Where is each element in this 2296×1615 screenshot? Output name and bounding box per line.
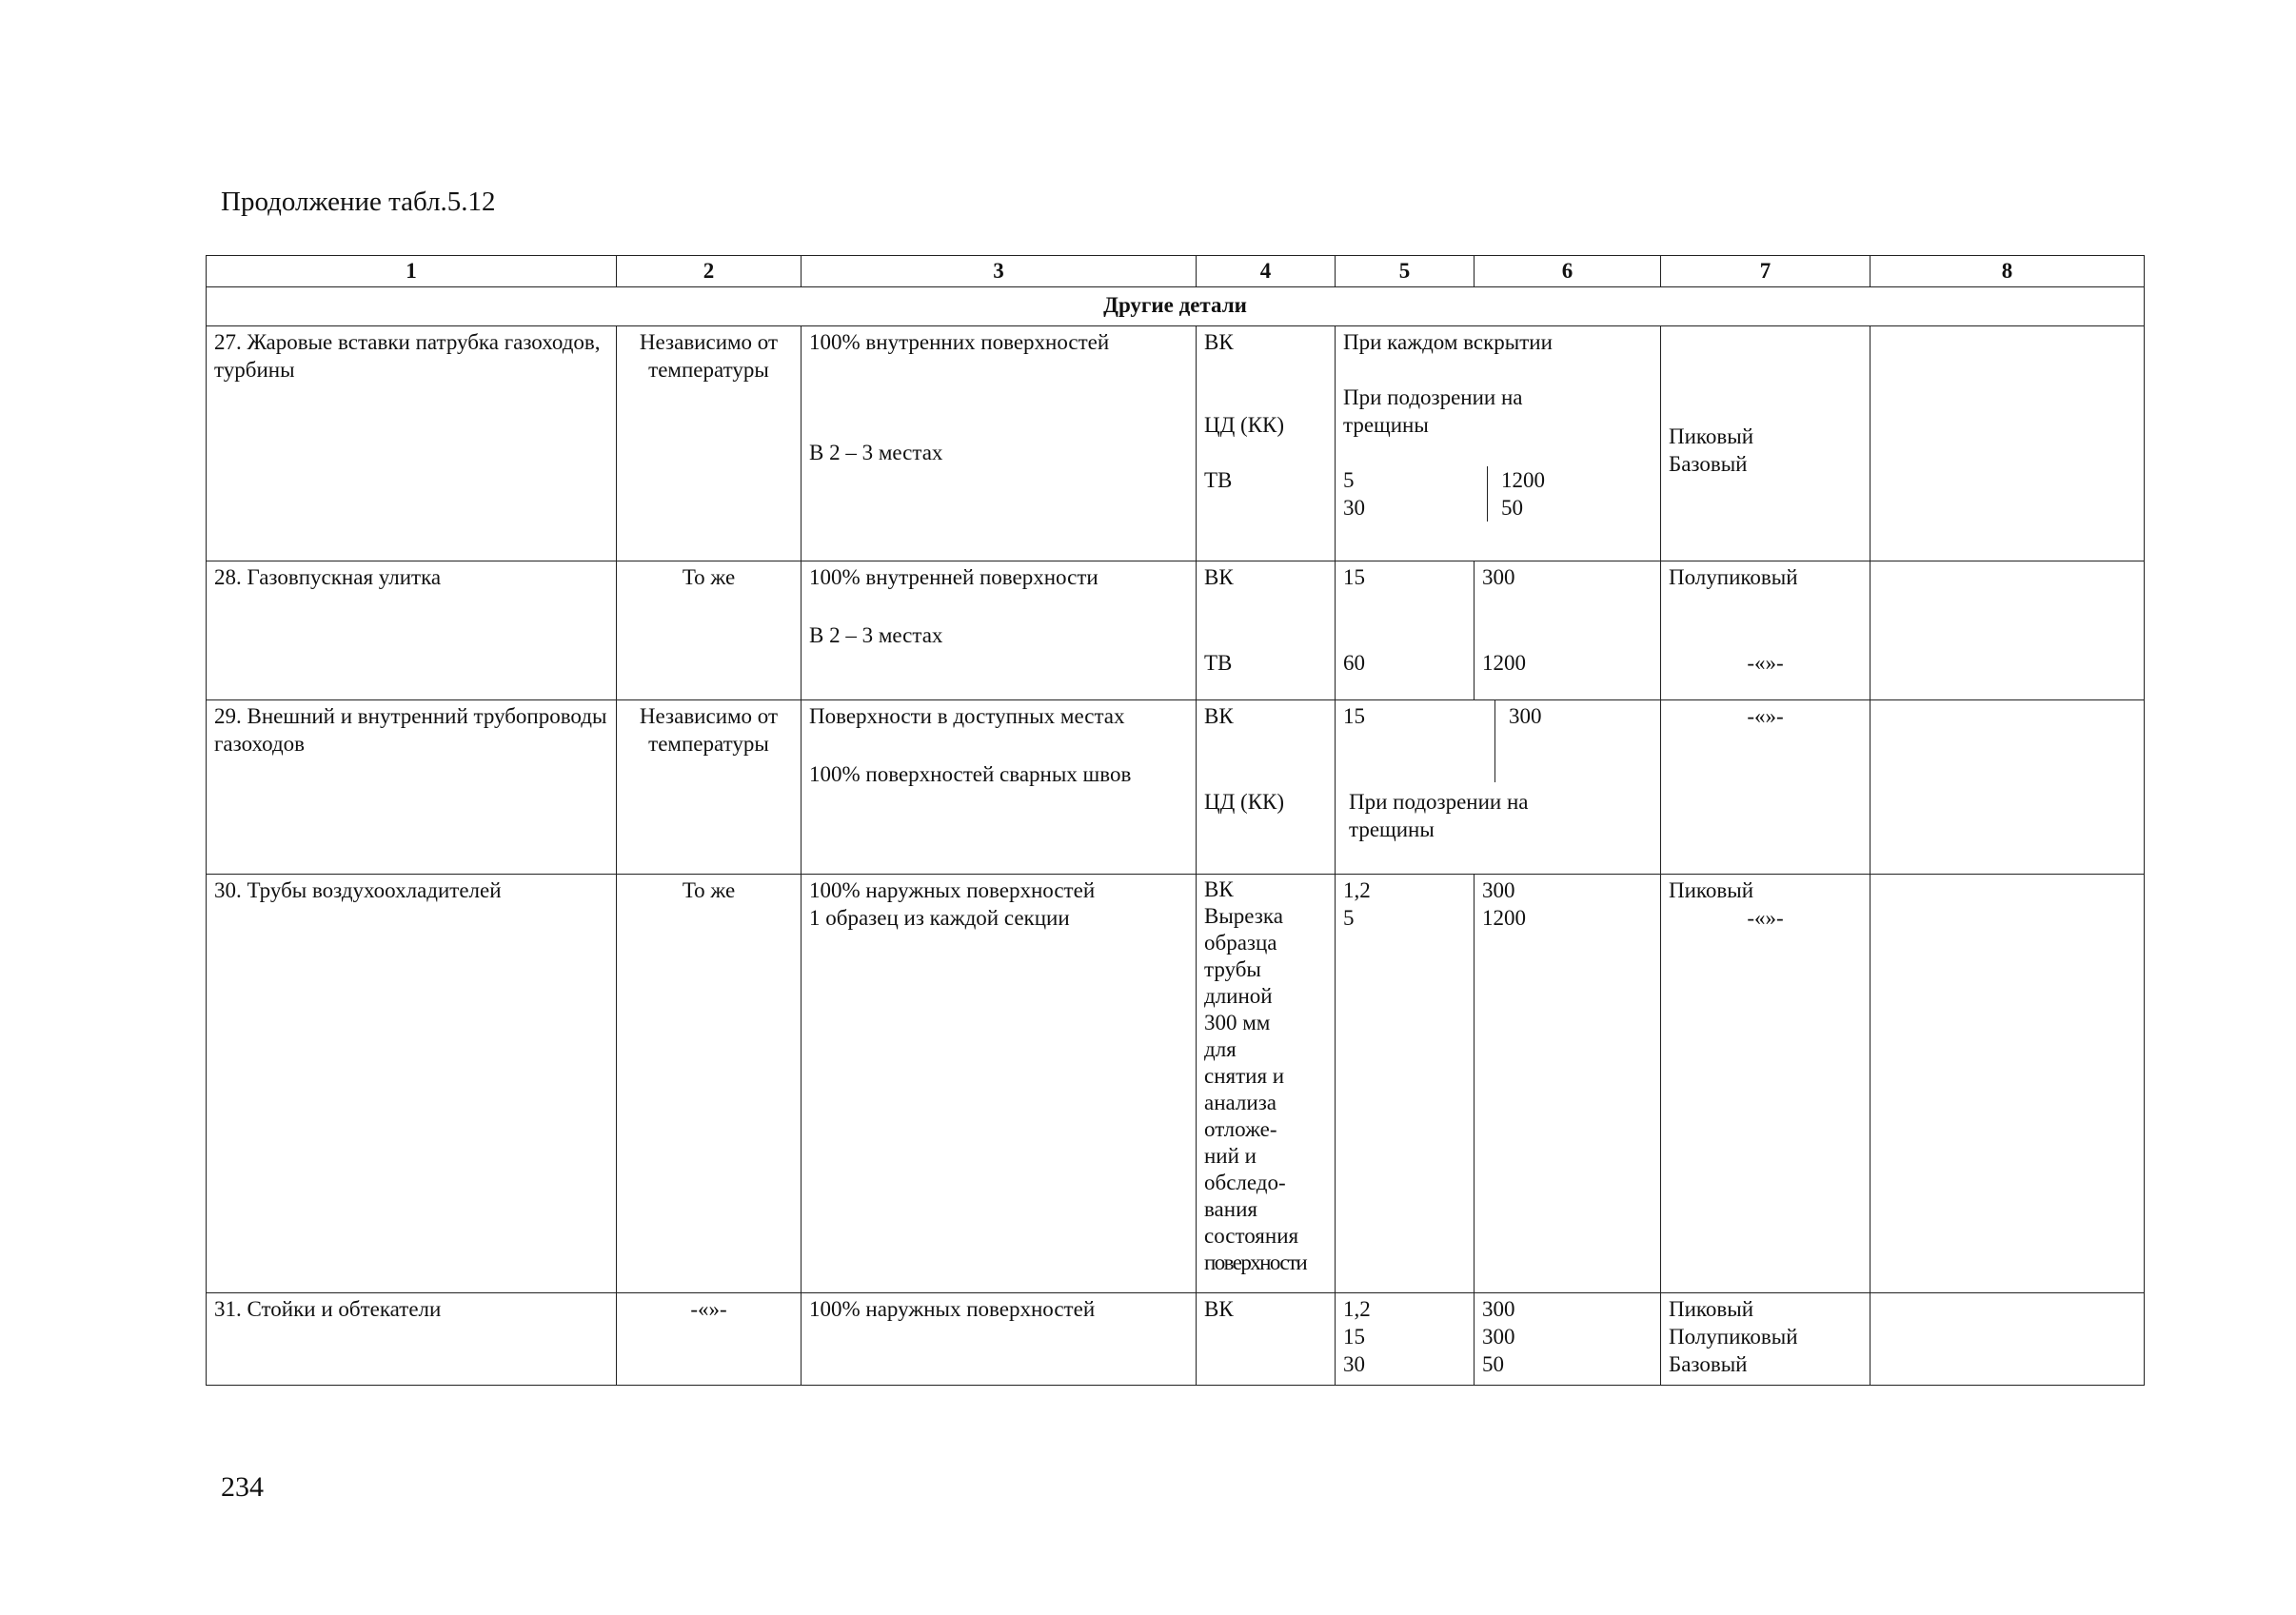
column-header: 7 (1661, 256, 1870, 287)
inspection-scope: 100% наружных поверхностей (802, 1293, 1197, 1386)
mode-cell (1661, 561, 1870, 700)
method-line: длиной (1204, 984, 1273, 1008)
notes-cell (1870, 1293, 2145, 1386)
column-header: 4 (1197, 256, 1336, 287)
method (1197, 700, 1336, 875)
inspection-scope (802, 700, 1197, 875)
method-line: ТВ (1204, 468, 1233, 492)
interval-note: При подозрении на трещины (1343, 385, 1523, 437)
value-col5-cell (1336, 1293, 1475, 1386)
section-row (207, 287, 2145, 326)
mode-value: -«»- (1747, 651, 1784, 675)
column-number-row (207, 256, 2145, 287)
scope-line: 100% наружных поверхностей (809, 878, 1096, 902)
page-number: 234 (221, 1471, 264, 1503)
inspection-scope (802, 561, 1197, 700)
column-header: 5 (1336, 256, 1475, 287)
value-col6: 1200 (1482, 906, 1526, 930)
temperature-condition: Независимо от температуры (617, 700, 802, 875)
value-col6: 50 (1501, 496, 1523, 520)
method-line: обследо- (1204, 1171, 1286, 1194)
table-row (207, 875, 2145, 1293)
notes-cell (1870, 561, 2145, 700)
method-line: состояния (1204, 1224, 1299, 1248)
column-header: 1 (207, 256, 617, 287)
part-name: 29. Внешний и внутренний трубопроводы газоходов (207, 700, 617, 875)
mode-cell: -«»- (1661, 700, 1870, 875)
scope-line: 100% внутренней поверхности (809, 565, 1099, 589)
mode-value: Пиковый (1669, 1297, 1754, 1321)
method-line: вания (1204, 1197, 1257, 1221)
part-name: 28. Газовпускная улитка (207, 561, 617, 700)
method-line: анализа (1204, 1091, 1277, 1114)
value-col6: 300 (1482, 565, 1515, 589)
value-col5: 30 (1343, 1352, 1365, 1376)
mode-value: Пиковый (1669, 878, 1754, 902)
scope-line: 100% внутренних поверхностей (809, 330, 1110, 354)
table-row (207, 1293, 2145, 1386)
interval-cell (1336, 700, 1661, 875)
column-header: 2 (617, 256, 802, 287)
method: ВК (1197, 1293, 1336, 1386)
interval-cell (1336, 326, 1661, 561)
method-line: ВК (1204, 330, 1234, 354)
temperature-condition: То же (617, 875, 802, 1293)
value-col5: 5 (1343, 468, 1355, 492)
value-col5: 15 (1343, 1325, 1365, 1349)
value-col6: 300 (1482, 878, 1515, 902)
table-row (207, 700, 2145, 875)
mode-value: Базовый (1669, 452, 1748, 476)
table-row (207, 326, 2145, 561)
value-col5: 30 (1343, 496, 1365, 520)
mode-value: Полупиковый (1669, 1325, 1798, 1349)
notes-cell (1870, 326, 2145, 561)
method-line: ний и (1204, 1144, 1257, 1168)
value-col5-cell (1336, 875, 1475, 1293)
method-line: 300 мм (1204, 1011, 1271, 1034)
value-col5: 15 (1343, 565, 1365, 589)
value-col6: 1200 (1501, 468, 1545, 492)
value-col5: 60 (1343, 651, 1365, 675)
scope-line: Поверхности в доступных местах (809, 704, 1125, 728)
value-col6: 1200 (1482, 651, 1526, 675)
scope-line: В 2 – 3 местах (809, 441, 943, 464)
table-caption: Продолжение табл.5.12 (221, 187, 496, 217)
method-line: ЦД (КК) (1204, 790, 1285, 814)
value-col6: 300 (1482, 1297, 1515, 1321)
notes-cell (1870, 875, 2145, 1293)
value-col5: 5 (1343, 906, 1355, 930)
method (1197, 561, 1336, 700)
inspection-table (206, 255, 2145, 1386)
method-line: ВК (1204, 704, 1234, 728)
mode-cell (1661, 875, 1870, 1293)
value-col6-cell (1475, 875, 1661, 1293)
temperature-condition: То же (617, 561, 802, 700)
table-row (207, 561, 2145, 700)
column-header: 3 (802, 256, 1197, 287)
scope-line: 1 образец из каждой секции (809, 906, 1070, 930)
mode-cell (1661, 326, 1870, 561)
scope-line: В 2 – 3 местах (809, 623, 943, 647)
scope-line: 100% поверхностей сварных швов (809, 762, 1132, 786)
inspection-scope (802, 326, 1197, 561)
mode-value: -«»- (1747, 906, 1784, 930)
part-name: 30. Трубы воздухоохладителей (207, 875, 617, 1293)
temperature-condition: -«»- (617, 1293, 802, 1386)
method-line: образца (1204, 931, 1277, 955)
part-name: 27. Жаровые вставки патрубка газоходов, турбины (207, 326, 617, 561)
mode-value: Пиковый (1669, 424, 1754, 448)
value-col5: 1,2 (1343, 878, 1371, 902)
method-line: трубы (1204, 957, 1261, 981)
temperature-condition: Независимо от температуры (617, 326, 802, 561)
value-col5: 1,2 (1343, 1297, 1371, 1321)
section-title: Другие детали (207, 287, 2145, 326)
mode-value: Полупиковый (1669, 565, 1798, 589)
method-line: ТВ (1204, 651, 1233, 675)
value-col5-cell (1336, 561, 1475, 700)
value-col6: 300 (1482, 1325, 1515, 1349)
mode-value: Базовый (1669, 1352, 1748, 1376)
value-col5: 15 (1343, 704, 1365, 728)
part-name: 31. Стойки и обтекатели (207, 1293, 617, 1386)
column-header: 8 (1870, 256, 2145, 287)
interval-note: При подозрении на трещины (1349, 790, 1529, 841)
method-line: отложе- (1204, 1117, 1277, 1141)
method-line: ЦД (КК) (1204, 413, 1285, 437)
mode-cell (1661, 1293, 1870, 1386)
method-line: поверхности (1204, 1251, 1307, 1274)
column-header: 6 (1475, 256, 1661, 287)
method-line: ВК (1204, 565, 1234, 589)
method (1197, 875, 1336, 1293)
method-line: снятия и (1204, 1064, 1285, 1088)
value-col6: 50 (1482, 1352, 1504, 1376)
value-col6: 300 (1494, 700, 1668, 782)
method (1197, 326, 1336, 561)
method-line: для (1204, 1037, 1237, 1061)
notes-cell (1870, 700, 2145, 875)
interval-note: При каждом вскрытии (1343, 330, 1553, 354)
method-line: ВК (1204, 877, 1234, 901)
method-line: Вырезка (1204, 904, 1283, 928)
value-col6-cell (1475, 1293, 1661, 1386)
value-col6-cell (1475, 561, 1661, 700)
inspection-scope (802, 875, 1197, 1293)
